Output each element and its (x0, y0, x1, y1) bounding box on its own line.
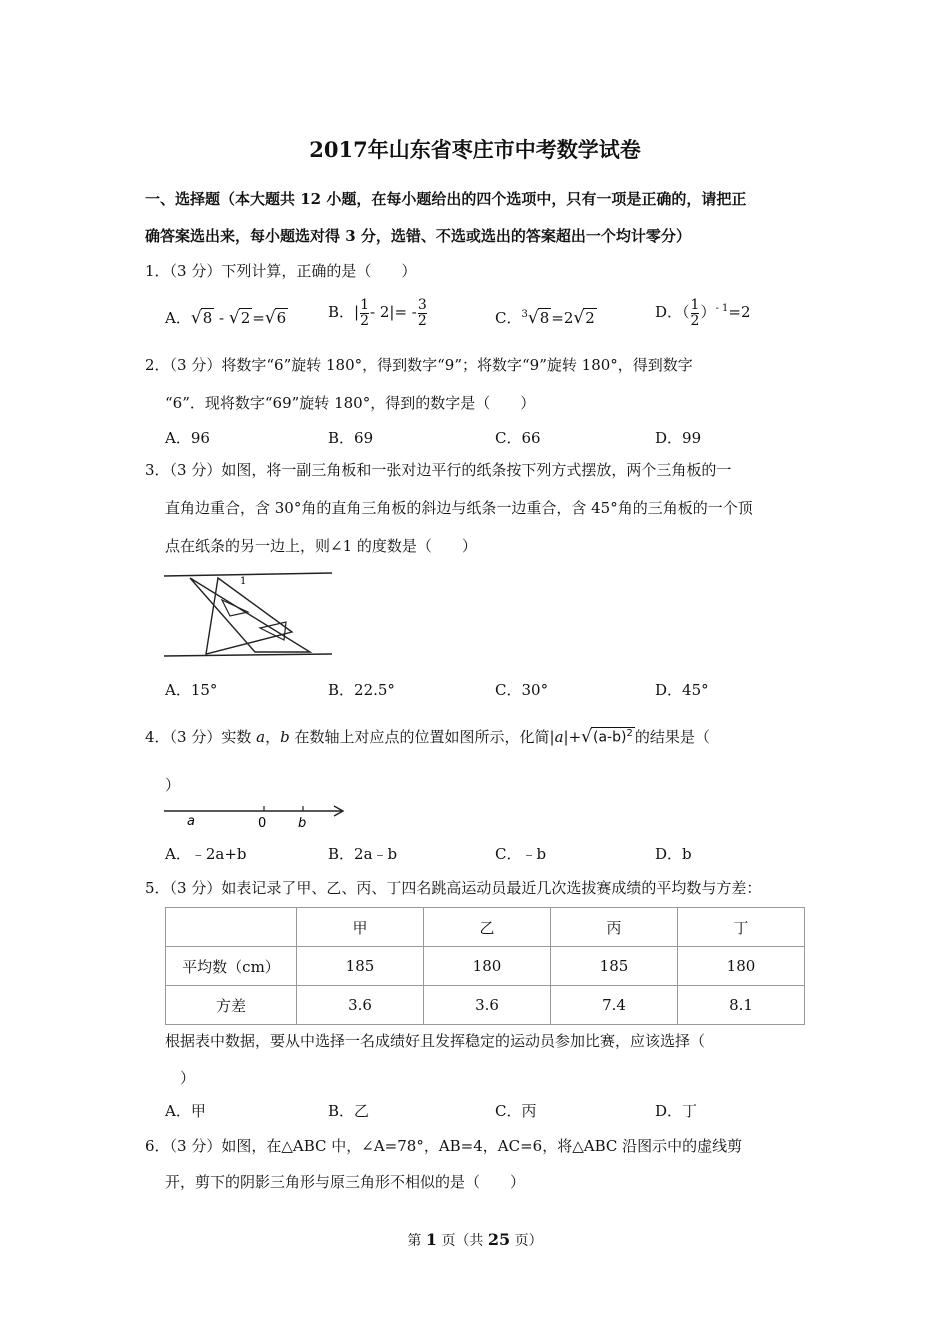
table-header-cell: 乙 (424, 908, 551, 947)
section1-heading-line2: 确答案选出来，每小题选对得 3 分，选错、不选或选出的答案超出一个均计零分） (145, 227, 691, 245)
table-row (166, 986, 805, 1025)
q3-option-b: B．22.5° (328, 681, 395, 699)
q3-line2: 直角边重合，含 30°角的直角三角板的斜边与纸条一边重合，含 45°角的三角板的一个顶 (165, 499, 753, 517)
table-cell: 3.6 (424, 986, 551, 1025)
q1-option-c: C．$^3$√8 =2√2 (495, 308, 595, 328)
table-row (166, 947, 805, 986)
table-cell: 180 (678, 947, 805, 986)
triangle-45 (206, 578, 292, 654)
axis-label-b: b (298, 816, 307, 831)
q2-option-d: D．99 (655, 429, 702, 447)
q3-option-a: A．15° (165, 681, 218, 699)
q1-option-d: D．（ $\frac{1}{2}$ ）$^{- 1}$=2 (655, 297, 751, 329)
q3-option-c: C．30° (495, 681, 549, 699)
q2-option-a: A．96 (165, 429, 210, 447)
q4-option-b: B．2a﹣b (328, 845, 398, 863)
q5-option-c: C．丙 (495, 1102, 537, 1120)
table-cell: 方差 (166, 986, 297, 1025)
table-header-row (166, 908, 805, 947)
q2-line1: 2．（3 分）将数字“6”旋转 180°，得到数字“9”；将数字“9”旋转 180°，得到数字 (145, 356, 693, 374)
table-header-cell: 甲 (297, 908, 424, 947)
q6-line1: 6．（3 分）如图，在△ABC 中，∠A=78°，AB=4，AC=6，将△ABC 沿图示中的虚线剪 (145, 1137, 743, 1155)
table-header-cell (166, 908, 297, 947)
table-cell: 3.6 (297, 986, 424, 1025)
q5-option-a: A．甲 (165, 1102, 206, 1120)
q5-after-line2: ） (180, 1069, 196, 1087)
q3-line3: 点在纸条的另一边上，则∠1 的度数是（ ） (165, 537, 477, 555)
q2-option-c: C．66 (495, 429, 541, 447)
q5-option-b: B．乙 (328, 1102, 370, 1120)
q1-option-b: B．| $\frac{1}{2}$ - 2|= - $\frac{3}{2}$ (328, 297, 427, 329)
q2-line2: “6”．现将数字“69”旋转 180°，得到的数字是（ ） (165, 394, 536, 412)
table-cell: 185 (297, 947, 424, 986)
page-number: 1 (425, 1230, 437, 1249)
table-cell: 平均数（cm） (166, 947, 297, 986)
q3-option-d: D．45° (655, 681, 709, 699)
q5-option-d: D．丁 (655, 1102, 698, 1120)
q5-stem: 5．（3 分）如表记录了甲、乙、丙、丁四名跳高运动员最近几次选拔赛成绩的平均数与方差： (145, 879, 762, 897)
table-cell: 185 (551, 947, 678, 986)
table-header-cell: 丙 (551, 908, 678, 947)
q2-option-b: B．69 (328, 429, 374, 447)
page-footer: 第 1 页（共 25 页） (407, 1230, 543, 1249)
table-cell: 180 (424, 947, 551, 986)
axis-label-zero: 0 (258, 816, 267, 831)
q3-triangle-figure (160, 568, 340, 663)
q4-option-d: D．b (655, 845, 692, 863)
q4-option-c: C．﹣b (495, 845, 547, 863)
q1-stem: 1．（3 分）下列计算，正确的是（ ） (145, 262, 417, 280)
total-pages: 25 (487, 1230, 511, 1249)
inner-hole-1 (222, 600, 248, 616)
angle-1-label: 1 (240, 576, 247, 587)
table-header-cell: 丁 (678, 908, 805, 947)
strip-bottom-edge (164, 654, 332, 656)
q3-line1: 3．（3 分）如图，将一副三角板和一张对边平行的纸条按下列方式摆放，两个三角板的一 (145, 461, 732, 479)
table-cell: 8.1 (678, 986, 805, 1025)
axis-label-a: a (187, 814, 195, 829)
q4-number-line (160, 800, 350, 832)
q4-line2: ） (165, 776, 181, 794)
section1-heading-line1: 一、选择题（本大题共 12 小题，在每小题给出的四个选项中，只有一项是正确的，请把正 (145, 190, 747, 208)
q5-after-line1: 根据表中数据，要从中选择一名成绩好且发挥稳定的运动员参加比赛，应该选择（ (165, 1032, 706, 1050)
strip-top-edge (164, 573, 332, 576)
document-title: 2017年山东省枣庄市中考数学试卷 (309, 137, 641, 162)
q5-table (165, 907, 805, 1025)
q6-line2: 开，剪下的阴影三角形与原三角形不相似的是（ ） (165, 1173, 526, 1191)
q1-option-a: A．√8 - √2 =√6 (165, 308, 287, 328)
q4-line1: 4．（3 分）实数 a，b 在数轴上对应点的位置如图所示，化简$|a|+√(a-b)^2$ 的结果是（ (145, 727, 710, 747)
q4-option-a: A．﹣2a+b (165, 845, 247, 863)
table-cell: 7.4 (551, 986, 678, 1025)
